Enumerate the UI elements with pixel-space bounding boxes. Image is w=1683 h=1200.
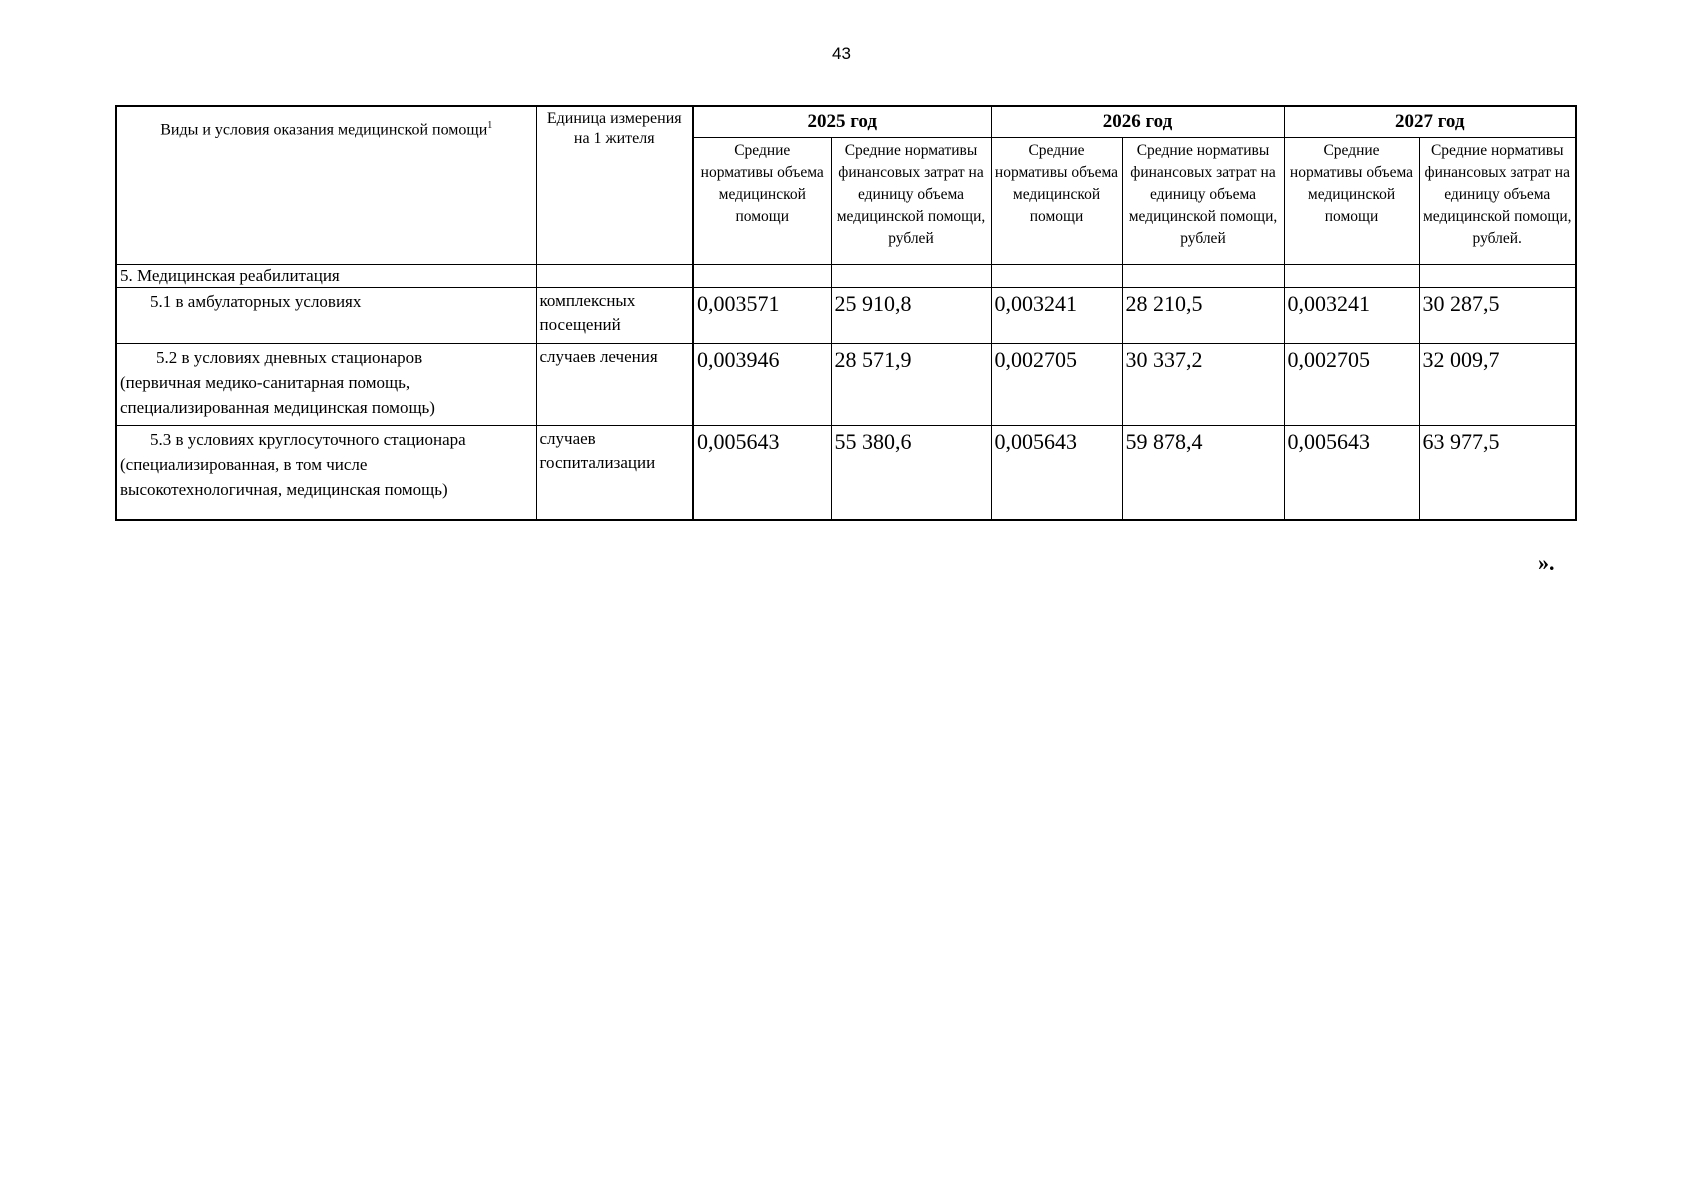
volume-2026: 0,003241 — [991, 288, 1122, 344]
section-title: 5. Медицинская реабилитация — [116, 265, 536, 288]
row-label — [116, 426, 536, 520]
empty-cell — [693, 265, 831, 288]
closing-quote-mark: ». — [1538, 550, 1555, 575]
empty-cell — [1284, 265, 1419, 288]
header-kind — [116, 106, 536, 265]
empty-cell — [831, 265, 991, 288]
header-year-2026: 2026 год — [991, 106, 1284, 138]
header-volume-2025: Средние нормативы объема медицинской помощи — [693, 138, 831, 265]
header-year-2025: 2025 год — [693, 106, 991, 138]
header-unit: Единица измерения на 1 жителя — [536, 106, 693, 265]
row-label-text: 5.1 в амбулаторных условиях — [150, 292, 362, 311]
header-row-years — [116, 106, 1576, 138]
cost-2025: 28 571,9 — [831, 344, 991, 426]
header-volume-2026: Средние нормативы объема медицинской помощи — [991, 138, 1122, 265]
section-row — [116, 265, 1576, 288]
footnote-marker: 1 — [487, 120, 493, 131]
volume-2027: 0,002705 — [1284, 344, 1419, 426]
row-label — [116, 344, 536, 426]
volume-2026: 0,005643 — [991, 426, 1122, 520]
row-label-text: (специализированная, в том числе высокотехнологичная, медицинская помощь) — [120, 455, 448, 499]
empty-cell — [991, 265, 1122, 288]
empty-cell — [1419, 265, 1576, 288]
volume-2026: 0,002705 — [991, 344, 1122, 426]
row-unit: комплексных посещений — [536, 288, 693, 344]
header-volume-2027: Средние нормативы объема медицинской помощи — [1284, 138, 1419, 265]
header-cost-2027: Средние нормативы финансовых затрат на единицу объема медицинской помощи, рублей. — [1419, 138, 1576, 265]
table-row — [116, 344, 1576, 426]
row-label-text: 5.3 в условиях круглосуточного стационара — [150, 430, 466, 449]
volume-2025: 0,003946 — [693, 344, 831, 426]
row-label — [116, 288, 536, 344]
cost-2027: 63 977,5 — [1419, 426, 1576, 520]
cost-2025: 25 910,8 — [831, 288, 991, 344]
norms-table — [115, 105, 1577, 521]
volume-2025: 0,003571 — [693, 288, 831, 344]
row-label-text: (первичная медико-санитарная помощь, специализированная медицинская помощь) — [120, 373, 435, 417]
header-cost-2025: Средние нормативы финансовых затрат на единицу объема медицинской помощи, рублей — [831, 138, 991, 265]
header-kind-text: Виды и условия оказания медицинской помощи — [160, 121, 488, 139]
volume-2027: 0,005643 — [1284, 426, 1419, 520]
row-unit: случаев лечения — [536, 344, 693, 426]
cost-2027: 32 009,7 — [1419, 344, 1576, 426]
table-row — [116, 426, 1576, 520]
cost-2026: 28 210,5 — [1122, 288, 1284, 344]
volume-2027: 0,003241 — [1284, 288, 1419, 344]
cost-2025: 55 380,6 — [831, 426, 991, 520]
table-row — [116, 288, 1576, 344]
cost-2026: 59 878,4 — [1122, 426, 1284, 520]
empty-cell — [536, 265, 693, 288]
cost-2027: 30 287,5 — [1419, 288, 1576, 344]
cost-2026: 30 337,2 — [1122, 344, 1284, 426]
row-unit: случаев госпитализации — [536, 426, 693, 520]
empty-cell — [1122, 265, 1284, 288]
page-number: 43 — [832, 44, 851, 63]
header-cost-2026: Средние нормативы финансовых затрат на единицу объема медицинской помощи, рублей — [1122, 138, 1284, 265]
row-label-text: 5.2 в условиях дневных стационаров — [156, 348, 423, 367]
volume-2025: 0,005643 — [693, 426, 831, 520]
header-year-2027: 2027 год — [1284, 106, 1576, 138]
